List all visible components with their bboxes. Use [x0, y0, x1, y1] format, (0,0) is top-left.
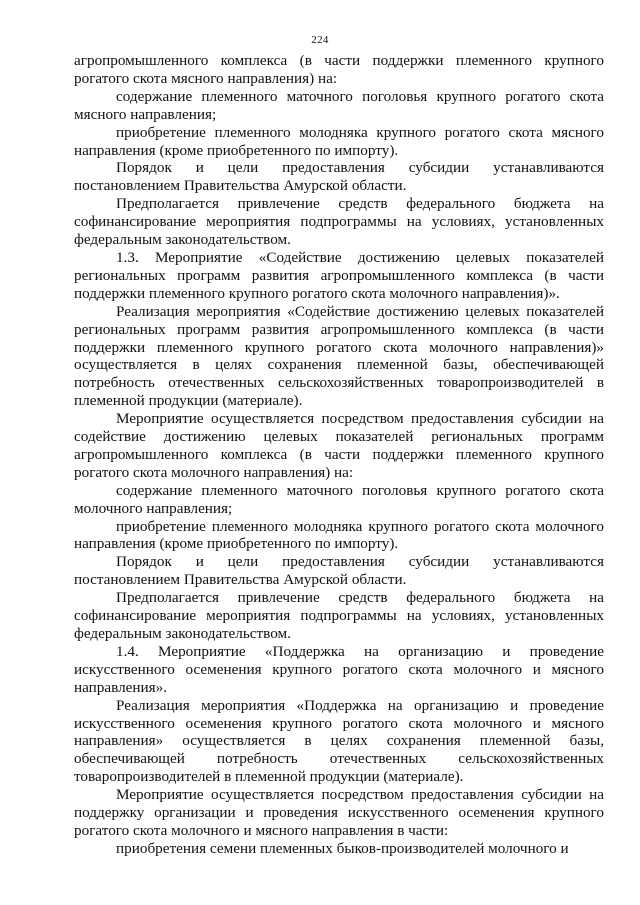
paragraph-subsidy-procedure-2: Порядок и цели предоставления субсидии устанавливаются постановлением Правительства Амурской области. — [74, 553, 604, 589]
paragraph-measure-1-4-implementation: Реализация мероприятия «Поддержка на организацию и проведение искусственного осеменения крупного рогатого скота молочного и мясного направления» осуществляется в целях сохранения племенной базы, обеспечивающей потребность отечественных сельскохозяйственных товаропроизводителей в племенной продукции (материале). — [74, 696, 604, 786]
paragraph-subsidy-procedure: Порядок и цели предоставления субсидии устанавливаются постановлением Правительства Амурской области. — [74, 159, 604, 195]
paragraph-dairy-young-stock: приобретение племенного молодняка крупного рогатого скота молочного направления (кроме приобретенного по импорту). — [74, 517, 604, 553]
paragraph-measure-1-3-title: 1.3. Мероприятие «Содействие достижению целевых показателей региональных программ развития агропромышленного комплекса (в части поддержки племенного крупного рогатого скота молочного направления)». — [74, 248, 604, 302]
paragraph-measure-1-4-subsidy: Мероприятие осуществляется посредством предоставления субсидии на поддержку организации и проведения искусственного осеменения крупного рогатого скота молочного и мясного направления в части: — [74, 786, 604, 839]
paragraph-beef-maternal-herd: содержание племенного маточного поголовья крупного рогатого скота мясного направления; — [74, 87, 604, 123]
paragraph-dairy-maternal-herd: содержание племенного маточного поголовья крупного рогатого скота молочного направления; — [74, 481, 604, 517]
paragraph-continuation: агропромышленного комплекса (в части поддержки племенного крупного рогатого скота мясного направления) на: — [74, 52, 604, 87]
paragraph-measure-1-4-title: 1.4. Мероприятие «Поддержка на организацию и проведение искусственного осеменения крупного рогатого скота молочного и мясного направления». — [74, 642, 604, 696]
paragraph-beef-young-stock: приобретение племенного молодняка крупного рогатого скота мясного направления (кроме приобретенного по импорту). — [74, 123, 604, 159]
paragraph-federal-cofinancing: Предполагается привлечение средств федерального бюджета на софинансирование мероприятия подпрограммы на условиях, установленных федеральным законодательством. — [74, 195, 604, 249]
paragraph-semen-purchase: приобретения семени племенных быков-производителей молочного и — [116, 839, 569, 857]
paragraph-measure-1-3-subsidy: Мероприятие осуществляется посредством предоставления субсидии на содействие достижению целевых показателей региональных программ агропромышленного комплекса (в части поддержки племенного крупного рогатого скота молочного направления) на: — [74, 410, 604, 481]
paragraph-measure-1-3-implementation: Реализация мероприятия «Содействие достижению целевых показателей региональных программ развития агропромышленного комплекса (в части поддержки племенного крупного рогатого скота молочного направления)» осуществляется в целях сохранения племенной базы, обеспечивающей потребность отечественных сельскохозяйственных товаропроизводителей в племенной продукции (материале). — [74, 302, 604, 410]
page-number: 224 — [311, 34, 329, 46]
paragraph-federal-cofinancing-2: Предполагается привлечение средств федерального бюджета на софинансирование мероприятия подпрограммы на условиях, установленных федеральным законодательством. — [74, 589, 604, 642]
document-body — [74, 52, 604, 858]
